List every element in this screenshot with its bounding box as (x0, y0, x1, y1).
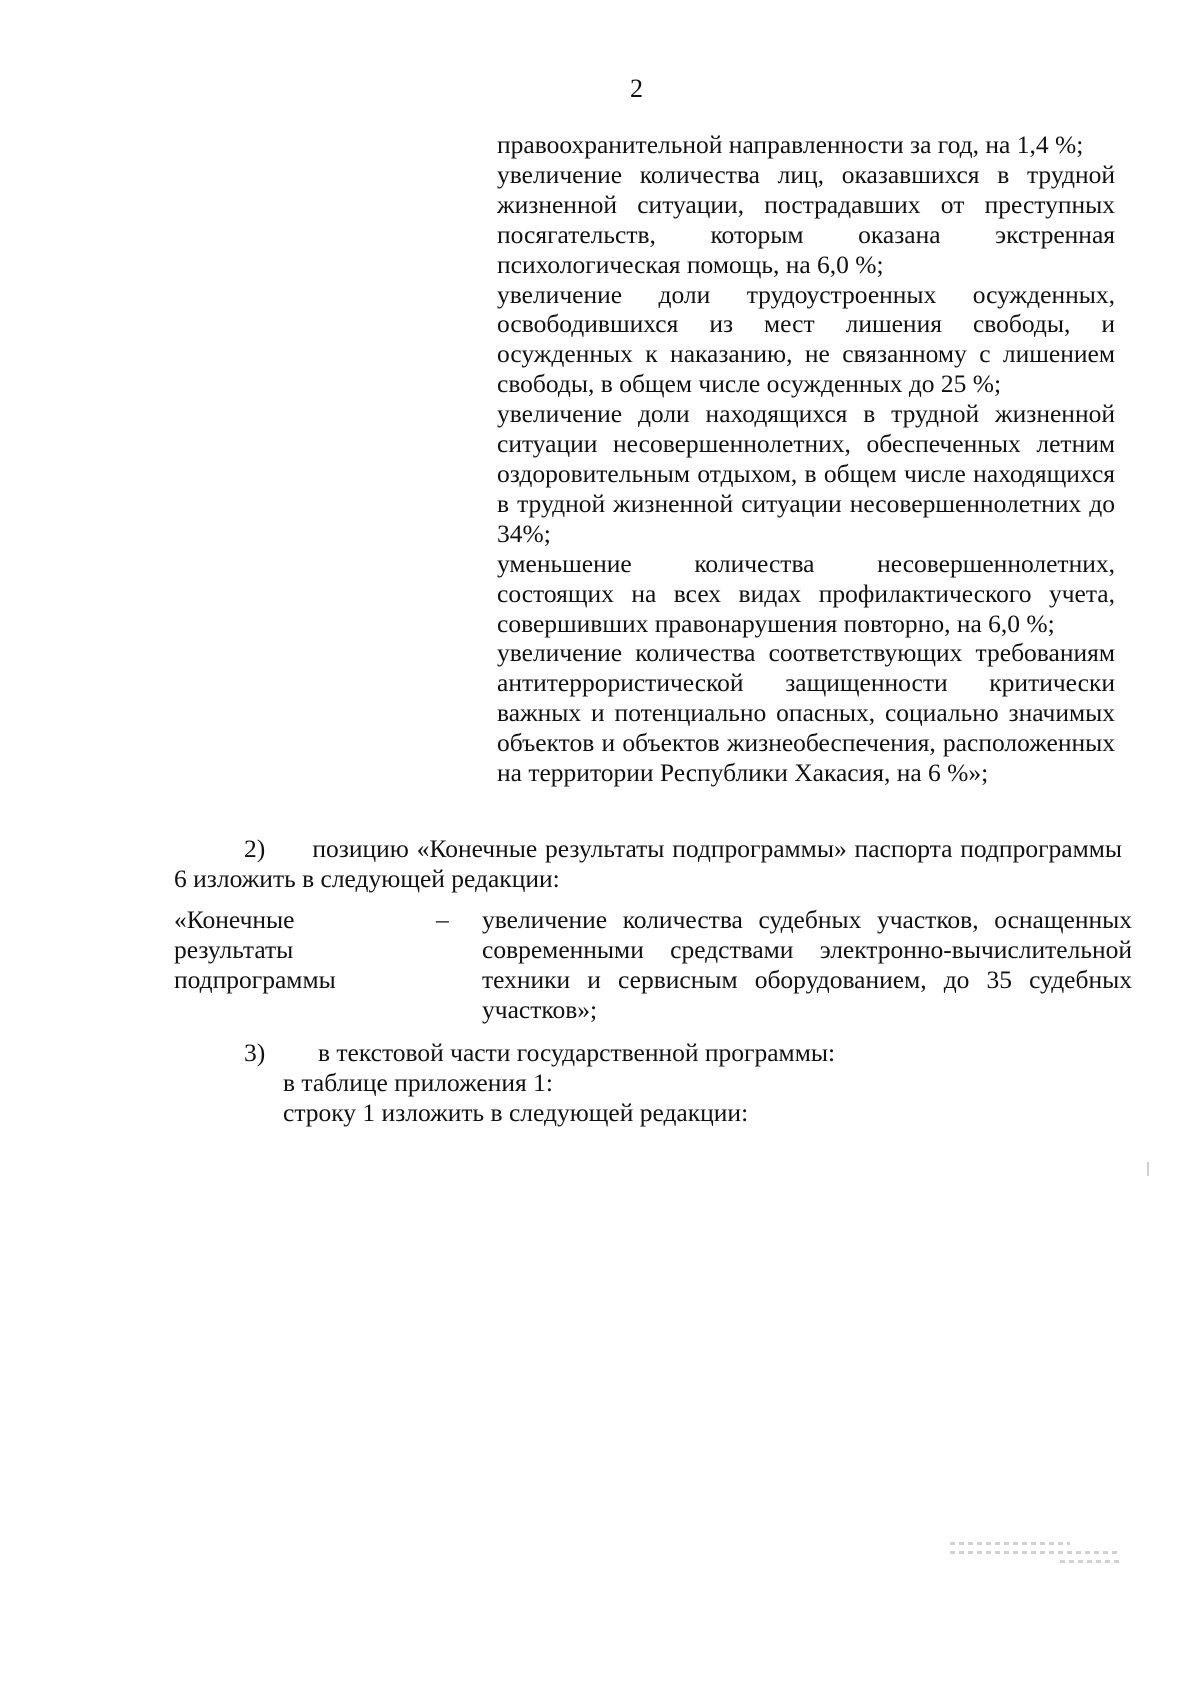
indicator-paragraph: правоохранительной направленности за год, на 1,4 %; (497, 130, 1084, 159)
scan-edge-mark (1147, 1162, 1149, 1176)
position-value: увеличение количества судебных участков, оснащенных современными средствами электронно-вычислительной техники и сервисным оборудованием, до 35 судебных участков»; (482, 905, 1132, 1024)
indicator-paragraph: уменьшение количества несовершеннолетних, состоящих на всех видах профилактического учета, совершивших правонарушения повторно, на 6,0 %; (497, 548, 1115, 638)
item-3-subline: в таблице приложения 1: (283, 1068, 553, 1097)
item-3-text: в текстовой части государственной программы: (318, 1038, 836, 1067)
indicator-paragraph: увеличение количества лиц, оказавшихся в трудной жизненной ситуации, пострадавших от преступных посягательств, которым оказана экстренная психологическая помощь, на 6,0 %; (497, 159, 1115, 279)
position-label-line: подпрограммы (174, 964, 336, 994)
indicator-paragraph: увеличение количества соответствующих требованиям антитеррористической защищенности критически важных и потенциально опасных, социально значимых объектов и объектов жизнеобеспечения, расположенных на территории Республики Хакасия, на 6 %»; (497, 638, 1115, 788)
item-2-text: 2) позицию «Конечные результаты подпрограммы» паспорта подпрограммы 6 изложить в следующей редакции: (174, 834, 1122, 893)
position-dash: – (436, 905, 449, 934)
item-3-paragraph (244, 1038, 1124, 1128)
position-label (174, 905, 404, 995)
faint-stamp-mark (950, 1542, 1140, 1582)
position-label-line: результаты (174, 934, 294, 964)
item-3-number: 3) (244, 1038, 266, 1067)
indicator-paragraph: увеличение доли трудоустроенных осужденных, освободившихся из мест лишения свободы, и осужденных к наказанию, не связанному с лишением свободы, в общем числе осужденных до 25 %; (497, 279, 1115, 399)
item-2-paragraph (174, 834, 1122, 894)
indicator-paragraph: увеличение доли находящихся в трудной жизненной ситуации несовершеннолетних, обеспеченных летним оздоровительным отдыхом, в общем числе находящихся в трудной жизненной ситуации несовершеннолетних до 34%; (497, 399, 1115, 548)
position-label-line: «Конечные (174, 905, 295, 934)
item-3-row (244, 1038, 1124, 1068)
item-3-subline: строку 1 изложить в следующей редакции: (283, 1098, 749, 1127)
indicators-column (497, 130, 1115, 788)
page-number: 2 (630, 74, 643, 103)
